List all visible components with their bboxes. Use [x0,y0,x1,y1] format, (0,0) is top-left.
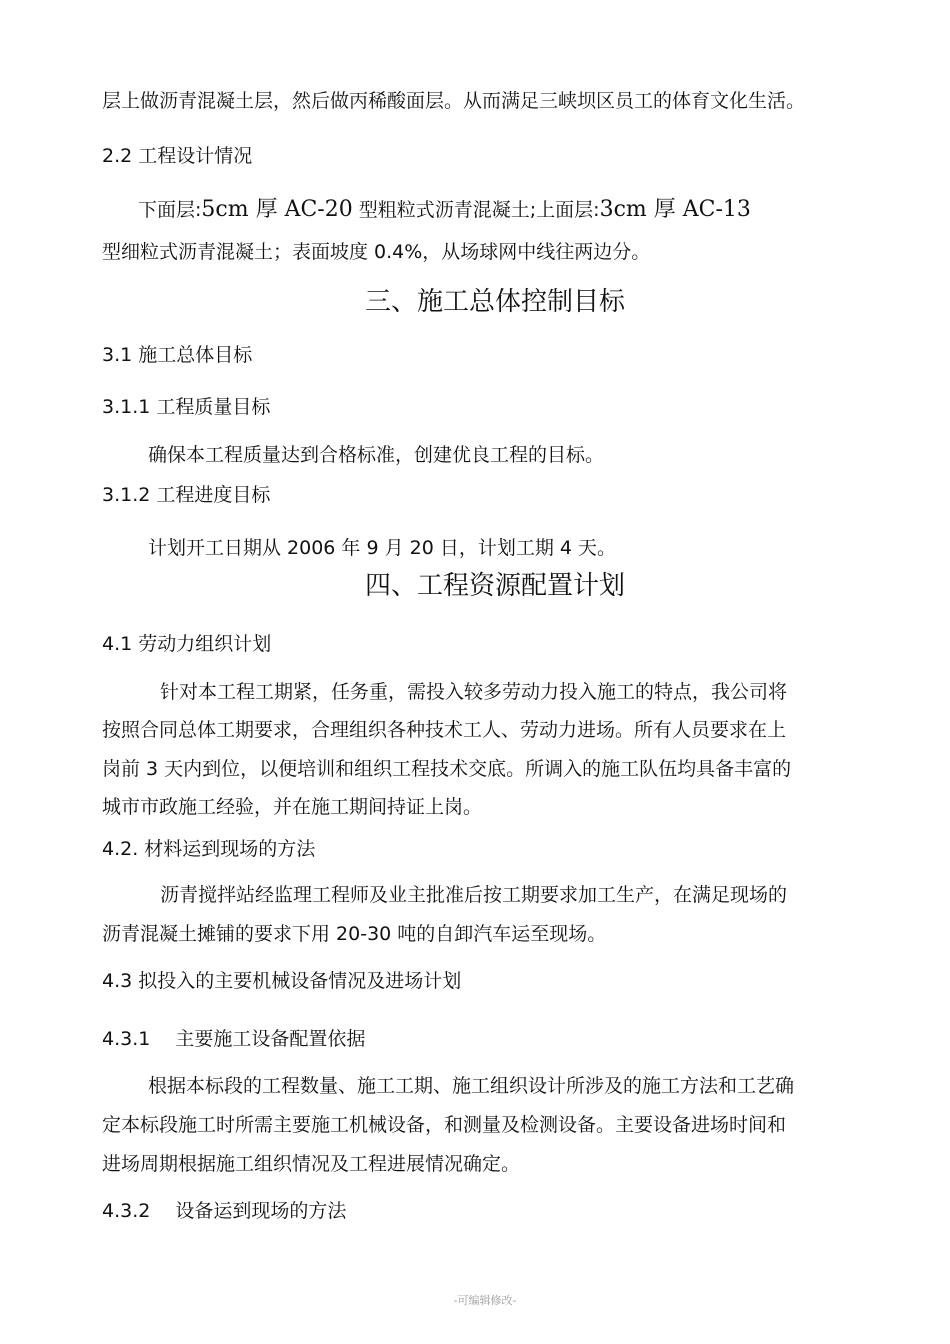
paragraph-line: 层上做沥青混凝土层，然后做丙稀酸面层。从而满足三峡坝区员工的体育文化生活。 [102,90,806,112]
chapter-heading-4: 四、工程资源配置计划 [364,571,625,601]
design-spec: 5cm 厚 AC-20 [201,197,353,222]
section-heading-4-1: 4.1 劳动力组织计划 [102,633,272,655]
design-line-2: 型细粒式沥青混凝土；表面坡度 0.4%，从场球网中线往两边分。 [102,241,651,263]
section-heading-4-3-1: 4.3.1 主要施工设备配置依据 [102,1028,366,1050]
paragraph-line: 城市市政施工经验，并在施工期间持证上岗。 [102,796,483,818]
paragraph-quality: 确保本工程质量达到合格标准，创建优良工程的目标。 [148,444,605,466]
paragraph-line: 沥青混凝土摊铺的要求下用 20-30 吨的自卸汽车运至现场。 [102,923,607,945]
paragraph-line: 定本标段施工时所需主要施工机械设备，和测量及检测设备。主要设备进场时间和 [102,1114,787,1136]
section-heading-3-1-1: 3.1.1 工程质量目标 [102,396,271,418]
section-heading-4-2: 4.2. 材料运到现场的方法 [102,838,316,860]
design-line-1 [138,198,751,222]
paragraph-line: 按照合同总体工期要求，合理组织各种技术工人、劳动力进场。所有人员要求在上 [102,719,787,741]
design-text: 型粗粒式沥青混凝土;上面层: [352,199,600,221]
design-spec: 3cm 厚 AC-13 [599,197,751,222]
design-text: 下面层: [138,199,202,221]
paragraph-schedule: 计划开工日期从 2006 年 9 月 20 日，计划工期 4 天。 [148,537,617,559]
section-heading-2-2: 2.2 工程设计情况 [102,145,253,167]
chapter-heading-3: 三、施工总体控制目标 [364,287,625,317]
paragraph-line: 针对本工程工期紧，任务重，需投入较多劳动力投入施工的特点，我公司将 [160,681,788,703]
paragraph-line: 岗前 3 天内到位，以便培训和组织工程技术交底。所调入的施工队伍均具备丰富的 [102,758,792,780]
section-heading-4-3: 4.3 拟投入的主要机械设备情况及进场计划 [102,970,462,992]
section-heading-4-3-2: 4.3.2 设备运到现场的方法 [102,1200,347,1222]
paragraph-line: 沥青搅拌站经监理工程师及业主批准后按工期要求加工生产，在满足现场的 [160,884,788,906]
paragraph-line: 进场周期根据施工组织情况及工程进展情况确定。 [102,1153,521,1175]
section-heading-3-1: 3.1 施工总体目标 [102,344,253,366]
paragraph-line: 根据本标段的工程数量、施工工期、施工组织设计所涉及的施工方法和工艺确 [148,1075,795,1097]
page-footer: -可编辑修改- [453,1294,517,1307]
section-heading-3-1-2: 3.1.2 工程进度目标 [102,484,271,506]
